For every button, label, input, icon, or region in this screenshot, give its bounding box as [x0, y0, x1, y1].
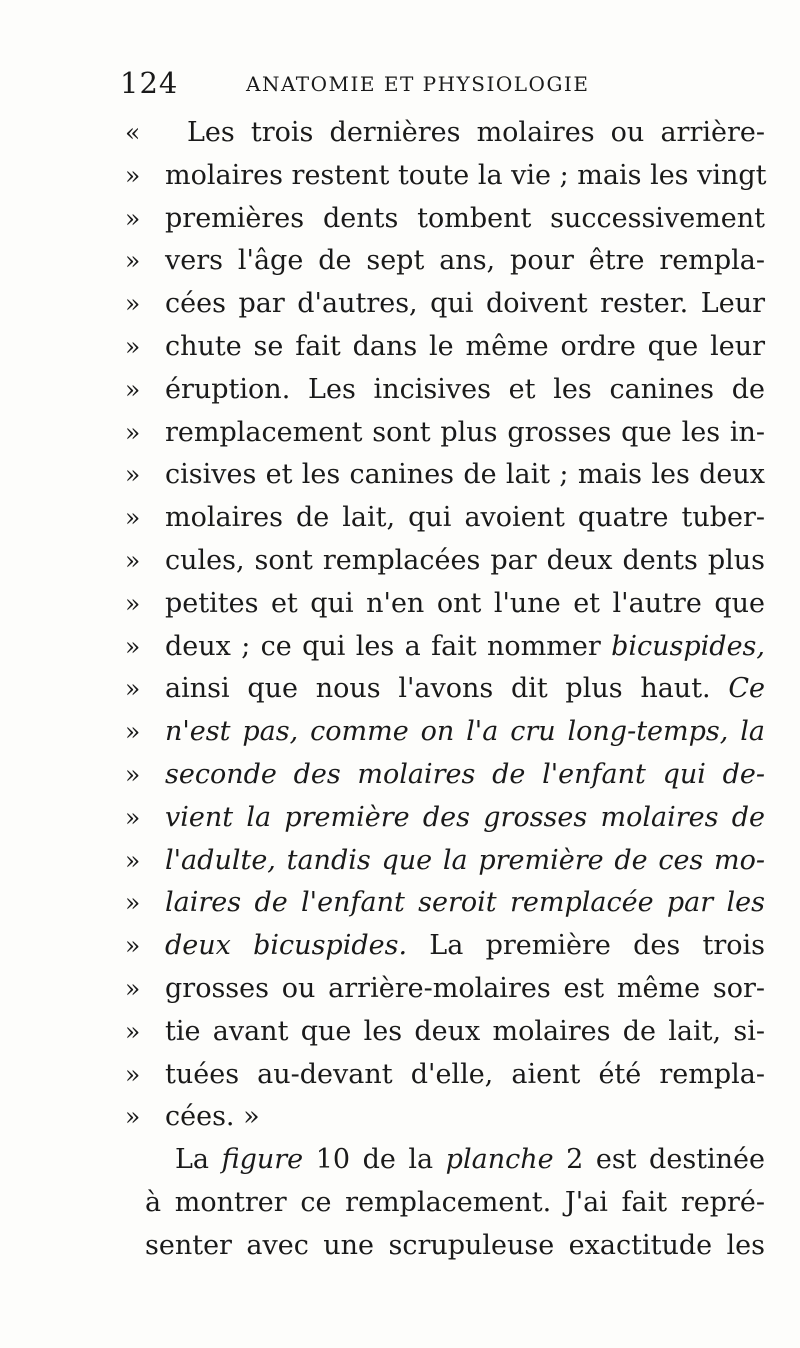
- line-text: remplacement sont plus grosses que les in-: [165, 416, 765, 448]
- roman-text: La première des trois: [407, 930, 765, 962]
- italic-text: planche: [445, 1144, 554, 1176]
- running-title: ANATOMIE ET PHYSIOLOGIE: [246, 72, 590, 96]
- line-text: Les trois dernières molaires ou arrière-: [187, 117, 765, 148]
- text-line: [125, 112, 765, 155]
- quote-mark: »: [125, 845, 141, 875]
- text-line: [125, 198, 765, 241]
- body-text: [125, 112, 765, 1268]
- line-text: senter avec une scrupuleuse exactitude les: [145, 1229, 765, 1261]
- quote-mark: »: [125, 631, 141, 661]
- quote-mark: »: [125, 545, 141, 575]
- italic-text: figure: [221, 1144, 304, 1176]
- line-text: chute se fait dans le même ordre que leur: [165, 330, 765, 362]
- quote-mark: »: [125, 417, 141, 447]
- line-text: éruption. Les incisives et les canines de: [165, 373, 765, 405]
- italic-line-text: laires de l'enfant seroit remplacée par les: [165, 887, 765, 919]
- quote-mark: »: [125, 674, 141, 704]
- text-line: [125, 240, 765, 283]
- quote-mark: »: [125, 331, 141, 361]
- text-line: [125, 369, 765, 412]
- roman-text: ainsi que nous l'avons dit plus haut.: [165, 673, 729, 705]
- quote-mark: »: [125, 289, 141, 319]
- line-text: petites et qui n'en ont l'une et l'autre que: [165, 587, 765, 619]
- line-text: vers l'âge de sept ans, pour être rempla-: [165, 245, 765, 277]
- quote-mark: »: [125, 588, 141, 618]
- italic-line-text: l'adulte, tandis que la première de ces mo-: [165, 844, 765, 876]
- quote-mark: »: [125, 759, 141, 789]
- quote-mark: »: [125, 503, 141, 533]
- line-text: [175, 1139, 765, 1182]
- line-text: cules, sont remplacées par deux dents plus: [165, 544, 765, 576]
- quote-mark: »: [125, 1102, 141, 1132]
- text-line: [125, 1054, 765, 1097]
- quote-mark: »: [125, 160, 141, 190]
- italic-line-text: n'est pas, comme on l'a cru long-temps, la: [165, 716, 765, 748]
- text-line: [125, 412, 765, 455]
- quote-mark: »: [125, 888, 141, 918]
- quote-mark: »: [125, 1059, 141, 1089]
- text-line: [125, 968, 765, 1011]
- quote-mark: »: [125, 717, 141, 747]
- text-line: [125, 540, 765, 583]
- page-header: [120, 66, 660, 106]
- quote-mark: »: [125, 374, 141, 404]
- quote-mark: «: [125, 118, 141, 147]
- quote-mark: »: [125, 973, 141, 1003]
- text-line: [125, 155, 765, 198]
- text-line: [125, 754, 765, 797]
- line-text: molaires de lait, qui avoient quatre tuber-: [165, 502, 765, 534]
- text-line: [125, 668, 765, 711]
- italic-text: Ce: [728, 673, 765, 705]
- line-text: cisives et les canines de lait ; mais les deux: [165, 459, 765, 491]
- quote-mark: »: [125, 460, 141, 490]
- text-line: [125, 882, 765, 925]
- text-line: [125, 1182, 765, 1225]
- line-text: cées par d'autres, qui doivent rester. Leur: [165, 288, 765, 320]
- text-line: [125, 283, 765, 326]
- quote-mark: »: [125, 203, 141, 233]
- roman-text: 10 de la: [303, 1144, 446, 1176]
- italic-line-text: vient la première des grosses molaires de: [165, 801, 765, 833]
- roman-text: La: [175, 1144, 222, 1176]
- roman-text: deux ; ce qui les a fait nommer: [165, 630, 612, 662]
- italic-line-text: seconde des molaires de l'enfant qui de-: [165, 758, 765, 790]
- line-text: [165, 925, 765, 968]
- text-line: [125, 711, 765, 754]
- text-line: [125, 626, 765, 669]
- text-line: [125, 840, 765, 883]
- quote-mark: »: [125, 802, 141, 832]
- line-text: [165, 668, 765, 711]
- line-text: tie avant que les deux molaires de lait, si-: [165, 1015, 765, 1047]
- line-text: cées. »: [165, 1101, 260, 1133]
- page-number: 124: [120, 66, 179, 100]
- roman-text: 2 est destinée: [553, 1144, 766, 1176]
- italic-text: deux bicuspides.: [165, 930, 408, 962]
- quote-mark: »: [125, 931, 141, 961]
- text-line: [125, 925, 765, 968]
- text-line: [125, 1096, 765, 1139]
- text-line: [125, 583, 765, 626]
- line-text: grosses ou arrière-molaires est même sor-: [165, 972, 765, 1004]
- line-text: à montrer ce remplacement. J'ai fait repré-: [145, 1186, 765, 1218]
- line-text: [165, 626, 765, 669]
- text-line: [125, 1011, 765, 1054]
- text-line: [125, 454, 765, 497]
- line-text: premières dents tombent successivement: [165, 202, 765, 234]
- quote-mark: »: [125, 246, 141, 276]
- text-line: [125, 326, 765, 369]
- text-line: [125, 1225, 765, 1268]
- text-line: [125, 797, 765, 840]
- italic-text: bicuspides,: [611, 630, 765, 662]
- text-line: [125, 1139, 765, 1182]
- line-text: molaires restent toute la vie ; mais les vingt: [165, 159, 767, 191]
- line-text: tuées au-devant d'elle, aient été rempla-: [165, 1058, 765, 1090]
- quote-mark: »: [125, 1016, 141, 1046]
- text-line: [125, 497, 765, 540]
